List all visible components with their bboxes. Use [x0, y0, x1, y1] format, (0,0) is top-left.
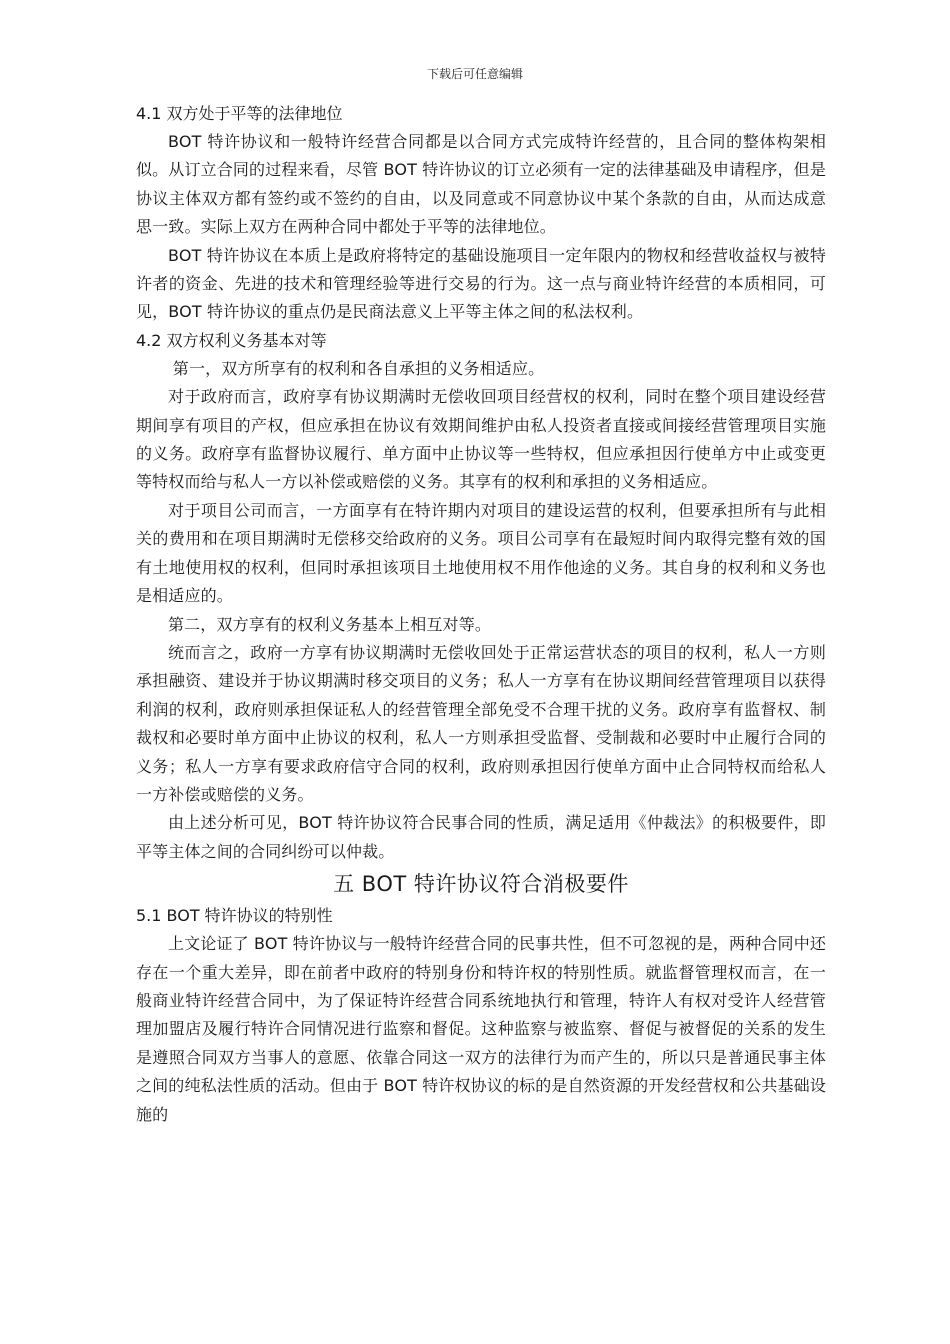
paragraph-4-2-1: 第一，双方所享有的权利和各自承担的义务相适应。 — [172, 358, 545, 378]
paragraph-4-2-4: 第二，双方享有的权利义务基本上相互对等。 — [168, 614, 492, 634]
page-header-note: 下载后可任意编辑 — [426, 67, 523, 81]
paragraph-5-1-1: 上文论证了 BOT 特许协议与一般特许经营合同的民事共性，但不可忽视的是，两种合同中还存在一个重大差异，即在前者中政府的特别身份和特许权的特别性质。就监督管理权而言，在一般商业特许经营合同中，为了保证特许经营合同系统地执行和管理，特许人有权对受许人经营管理加盟店及履行特许合同情况进行监察和督促。这种监察与被监察、督促与被督促的关系的发生是遵照合同双方当事人的意愿、依靠合同这一双方的法律行为而产生的，所以只是普通民事主体之间的纯私法性质的活动。但由于 BOT 特许权协议的标的是自然资源的开发经营权和公共基础设施的 — [136, 934, 826, 1124]
heading-5-1: 5.1 BOT 特许协议的特别性 — [136, 906, 333, 926]
section-5-title: 五 BOT 特许协议符合消极要件 — [333, 872, 629, 897]
heading-4-1: 4.1 双方处于平等的法律地位 — [136, 104, 343, 123]
paragraph-4-2-3: 对于项目公司而言，一方面享有在特许期内对项目的建设运营的权利，但要承担所有与此相关的费用和在项目期满时无偿移交给政府的义务。项目公司享有在最短时间内取得完整有效的国有土地使用权的权利，但同时承担该项目土地使用权不用作他途的义务。其自身的权利和义务也是相适应的。 — [136, 500, 826, 606]
paragraph-4-1-2: BOT 特许协议在本质上是政府将特定的基础设施项目一定年限内的物权和经营收益权与被特许者的资金、先进的技术和管理经验等进行交易的行为。这一点与商业特许经营的本质相同，可见，BOT 特许协议的重点仍是民商法意义上平等主体之间的私法权利。 — [136, 245, 826, 322]
paragraph-4-2-6: 由上述分析可见，BOT 特许协议符合民事合同的性质，满足适用《仲裁法》的积极要件，即平等主体之间的合同纠纷可以仲裁。 — [136, 813, 826, 861]
paragraph-4-2-5: 统而言之，政府一方享有协议期满时无偿收回处于正常运营状态的项目的权利，私人一方则承担融资、建设并于协议期满时移交项目的义务；私人一方享有在协议期间经营管理项目以获得利润的权利，政府则承担保证私人的经营管理全部免受不合理干扰的义务。政府享有监督权、制裁权和必要时单方面中止协议的权利，私人一方则承担受监督、受制裁和必要时中止履行合同的义务；私人一方享有要求政府信守合同的权利，政府则承担因行使单方面中止合同特权而给私人一方补偿或赔偿的义务。 — [136, 642, 826, 804]
heading-4-2: 4.2 双方权利义务基本对等 — [136, 330, 327, 350]
document-body — [136, 100, 826, 1129]
paragraph-4-1-1: BOT 特许协议和一般特许经营合同都是以合同方式完成特许经营的，且合同的整体构架相似。从订立合同的过程来看，尽管 BOT 特许协议的订立必须有一定的法律基础及申请程序，但是协议主体双方都有签约或不签约的自由，以及同意或不同意协议中某个条款的自由，从而达成意思一致。实际上双方在两种合同中都处于平等的法律地位。 — [136, 132, 826, 237]
paragraph-4-2-2: 对于政府而言，政府享有协议期满时无偿收回项目经营权的权利，同时在整个项目建设经营期间享有项目的产权，但应承担在协议有效期间维护由私人投资者直接或间接经营管理项目实施的义务。政府享有监督协议履行、单方面中止协议等一些特权，但应承担因行使单方中止或变更等特权而给与私人一方以补偿或赔偿的义务。其享有的权利和承担的义务相适应。 — [136, 387, 826, 492]
